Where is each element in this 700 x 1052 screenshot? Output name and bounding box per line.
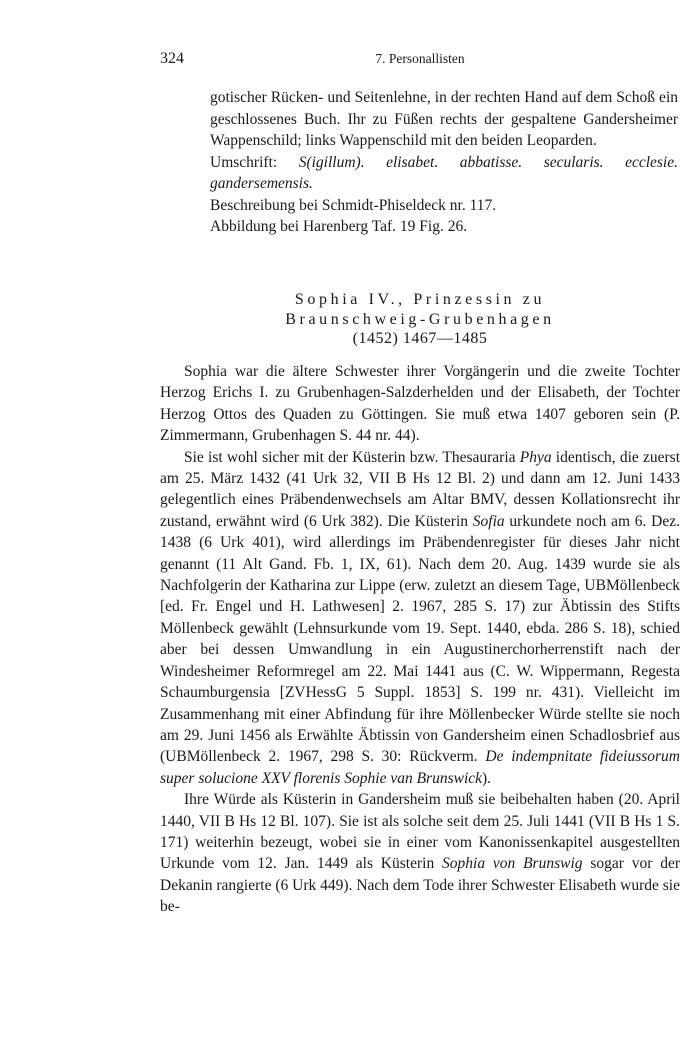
entry-name-line-2: Braunschweig-Grubenhagen [285, 310, 555, 328]
seal-description-block [210, 87, 678, 238]
name-sophia-von-brunswig: Sophia von Brunswig [442, 855, 583, 873]
paragraph-3-part-a: Ihre Würde als Küsterin in Gandersheim muß sie beibehalten haben (20. April 1440, VII B Hs 12 Bl. 107). Sie ist als solche seit dem 25. Juli 1441 (VII B Hs 1 S. 171) weiterhin bezeugt, wobei sie in einer vom Kanonissenkapitel ausgestellten Urkunde vom 12. Jan. 1449 als Küsterin [160, 791, 680, 873]
entry-years: (1452) 1467—1485 [352, 330, 488, 347]
paragraph-3-part-c: sogar vor der Dekanin rangierte (6 Urk 449). Nach dem Tode ihrer Schwester Elisabeth wurde sie be- [160, 855, 680, 916]
paragraph-2 [160, 447, 680, 790]
paragraph-2-part-c: identisch, die zuerst am 25. März 1432 (41 Urk 32, VII B Hs 12 Bl. 2) und dann am 12. Juni 1433 gelegentlich eines Präbendenwechsels am Altar BMV, dessen Kollationsrecht ihr zustand, erwähnt wird (6 Urk 382). Die Küsterin [160, 448, 680, 530]
seal-description-reference: Beschreibung bei Schmidt-Phiseldeck nr. 117. [210, 196, 497, 214]
inscription-text: S(igillum). elisabet. abbatisse. secularis. ecclesie. gandersemensis. [210, 153, 678, 192]
seal-illustration-reference: Abbildung bei Harenberg Taf. 19 Fig. 26. [210, 218, 468, 235]
latin-quote: De indempnitate fideiussorum super solucione XXV florenis Sophie van Brunswick [160, 748, 680, 787]
inscription-label: Umschrift: [210, 153, 299, 171]
running-title: 7. Personallisten [375, 51, 465, 66]
page-number: 324 [160, 50, 184, 67]
name-sofia: Sofia [472, 512, 505, 530]
paragraph-2-part-g: ). [482, 769, 492, 787]
paragraph-2-part-e: urkundete noch am 6. Dez. 1438 (6 Urk 401), wird allerdings im Präbendenregister für dieses Jahr nicht genannt (11 Alt Gand. Fb. 1, IX, 61). Nach dem 20. Aug. 1439 wurde sie als Nachfolgerin der Katharina zur Lippe (erw. zuletzt an diesem Tage, UBMöllenbeck [ed. Fr. Engel und H. Lathwesen] 2. 1967, 285 S. 17) zur Äbtissin des Stifts Möllenbeck gewählt (Lehnsurkunde vom 19. Sept. 1440, ebda. 286 S. 18), schied aber bei dessen Umwandlung in ein Augustinerchorherrenstift nach der Windesheimer Reformregel am 22. Mai 1441 aus (C. W. Wippermann, Regesta Schaumburgensia [ZVHessG 5 Suppl. 1853] S. 199 nr. 431). Vielleicht im Zusammenhang mit einer Abfindung für ihre Möllenbecker Würde stellte sie noch am 29. Juni 1456 als Erwählte Äbtissin von Gandersheim einen Schadlosbrief aus (UBMöllenbeck 2. 1967, 298 S. 30: Rückverm. [160, 512, 680, 766]
entry-name-line-1: Sophia IV., Prinzessin zu [294, 291, 546, 308]
entry-heading [160, 290, 680, 349]
seal-description: gotischer Rücken- und Seitenlehne, in der rechten Hand auf dem Schoß ein geschlossenes Buch. Ihr zu Füßen rechts der gespaltene Gandersheimer Wappenschild; links Wappenschild mit den beiden Leoparden. [210, 89, 678, 149]
paragraph-1: Sophia war die ältere Schwester ihrer Vorgängerin und die zweite Tochter Herzog Erichs I. zu Grubenhagen-Salzderhelden und der Elisabeth, der Tochter Herzog Ottos des Quaden zu Göttingen. Sie muß etwa 1407 geboren sein (P. Zimmermann, Grubenhagen S. 44 nr. 44). [160, 363, 680, 445]
name-phya: Phya [519, 448, 552, 466]
page-header [160, 50, 680, 72]
paragraph-2-part-a: Sie ist wohl sicher mit der Küsterin bzw. Thesauraria [184, 448, 520, 466]
paragraph-3 [160, 789, 680, 917]
seal-inscription [210, 152, 678, 195]
entry-body [160, 361, 680, 918]
